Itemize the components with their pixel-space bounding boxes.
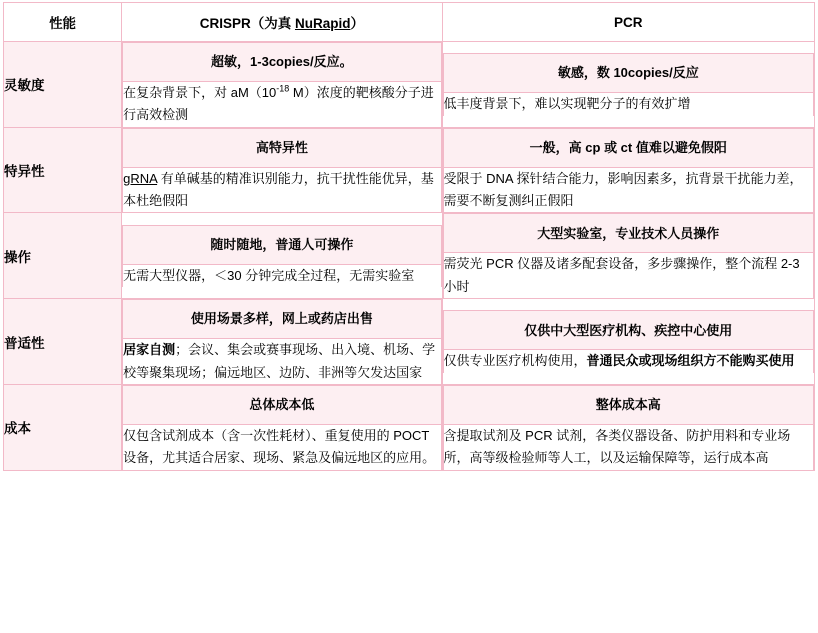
table-row xyxy=(4,213,815,299)
table-header-row xyxy=(4,3,815,42)
table-row xyxy=(4,127,815,213)
row-label-sensitivity: 灵敏度 xyxy=(4,42,122,128)
table-row xyxy=(4,299,815,385)
pcr-detail: 含提取试剂及 PCR 试剂，各类仪器设备、防护用料和专业场所，高等级检验师等人工，以及运输保障等，运行成本高 xyxy=(443,424,813,469)
crispr-cell-accessibility xyxy=(122,299,442,385)
pcr-cell-accessibility xyxy=(442,299,814,385)
pcr-detail: 仅供专业医疗机构使用，普通民众或现场组织方不能购买使用 xyxy=(443,350,813,373)
row-label-cost: 成本 xyxy=(4,384,122,470)
pcr-cell-operation xyxy=(442,213,814,299)
pcr-cell-specificity xyxy=(442,127,814,213)
table-row xyxy=(4,384,815,470)
crispr-detail: 无需大型仪器，＜30 分钟完成全过程，无需实验室 xyxy=(123,264,441,287)
crispr-cell-sensitivity xyxy=(122,42,442,128)
crispr-summary: 高特异性 xyxy=(123,128,441,167)
crispr-cell-operation xyxy=(122,213,442,299)
comparison-table-sheet xyxy=(0,2,818,633)
pcr-summary: 敏感，数 10copies/反应 xyxy=(443,54,813,93)
crispr-detail: 居家自测；会议、集会或赛事现场、出入境、机场、学校等聚集现场；偏远地区、边防、非洲等欠发达国家 xyxy=(123,339,441,384)
crispr-summary: 总体成本低 xyxy=(123,385,441,424)
pcr-detail: 低丰度背景下，难以实现靶分子的有效扩增 xyxy=(443,93,813,116)
crispr-cell-cost xyxy=(122,384,442,470)
crispr-detail: 在复杂背景下，对 $aM(10^{-18}$ M）浓度的靶核酸分子进行高效检测 xyxy=(123,82,441,127)
crispr-summary: 超敏，1-3copies/反应。 xyxy=(123,43,441,82)
header-crispr-suffix: ） xyxy=(350,16,364,31)
crispr-detail: 仅包含试剂成本（含一次性耗材）、重复使用的 POCT 设备，尤其适合居家、现场、紧急及偏远地区的应用。 xyxy=(123,424,441,469)
table-row xyxy=(4,42,815,128)
pcr-summary: 一般，高 cp 或 ct 值难以避免假阳 xyxy=(443,128,813,167)
crispr-summary: 随时随地，普通人可操作 xyxy=(123,225,441,264)
pcr-summary: 仅供中大型医疗机构、疾控中心使用 xyxy=(443,311,813,350)
header-pcr: PCR xyxy=(442,3,814,42)
header-crispr xyxy=(122,3,442,42)
pcr-detail: 需荧光 PCR 仪器及诸多配套设备，多步骤操作，整个流程 2-3 小时 xyxy=(443,253,813,298)
pcr-cell-sensitivity xyxy=(442,42,814,128)
header-crispr-prefix: CRISPR（为真 xyxy=(199,16,295,31)
header-performance: 性能 xyxy=(4,3,122,42)
row-label-specificity: 特异性 xyxy=(4,127,122,213)
pcr-summary: 大型实验室，专业技术人员操作 xyxy=(443,214,813,253)
crispr-detail: gRNA 有单碱基的精准识别能力，抗干扰性能优异，基本杜绝假阳 xyxy=(123,167,441,212)
row-label-operation: 操作 xyxy=(4,213,122,299)
row-label-accessibility: 普适性 xyxy=(4,299,122,385)
crispr-pcr-comparison-table xyxy=(3,2,815,471)
pcr-summary: 整体成本高 xyxy=(443,385,813,424)
crispr-summary: 使用场景多样，网上或药店出售 xyxy=(123,300,441,339)
pcr-cell-cost xyxy=(442,384,814,470)
header-crispr-product: NuRapid xyxy=(294,16,351,31)
pcr-detail: 受限于 DNA 探针结合能力，影响因素多，抗背景干扰能力差，需要不断复测纠正假阳 xyxy=(443,167,813,212)
crispr-cell-specificity xyxy=(122,127,442,213)
